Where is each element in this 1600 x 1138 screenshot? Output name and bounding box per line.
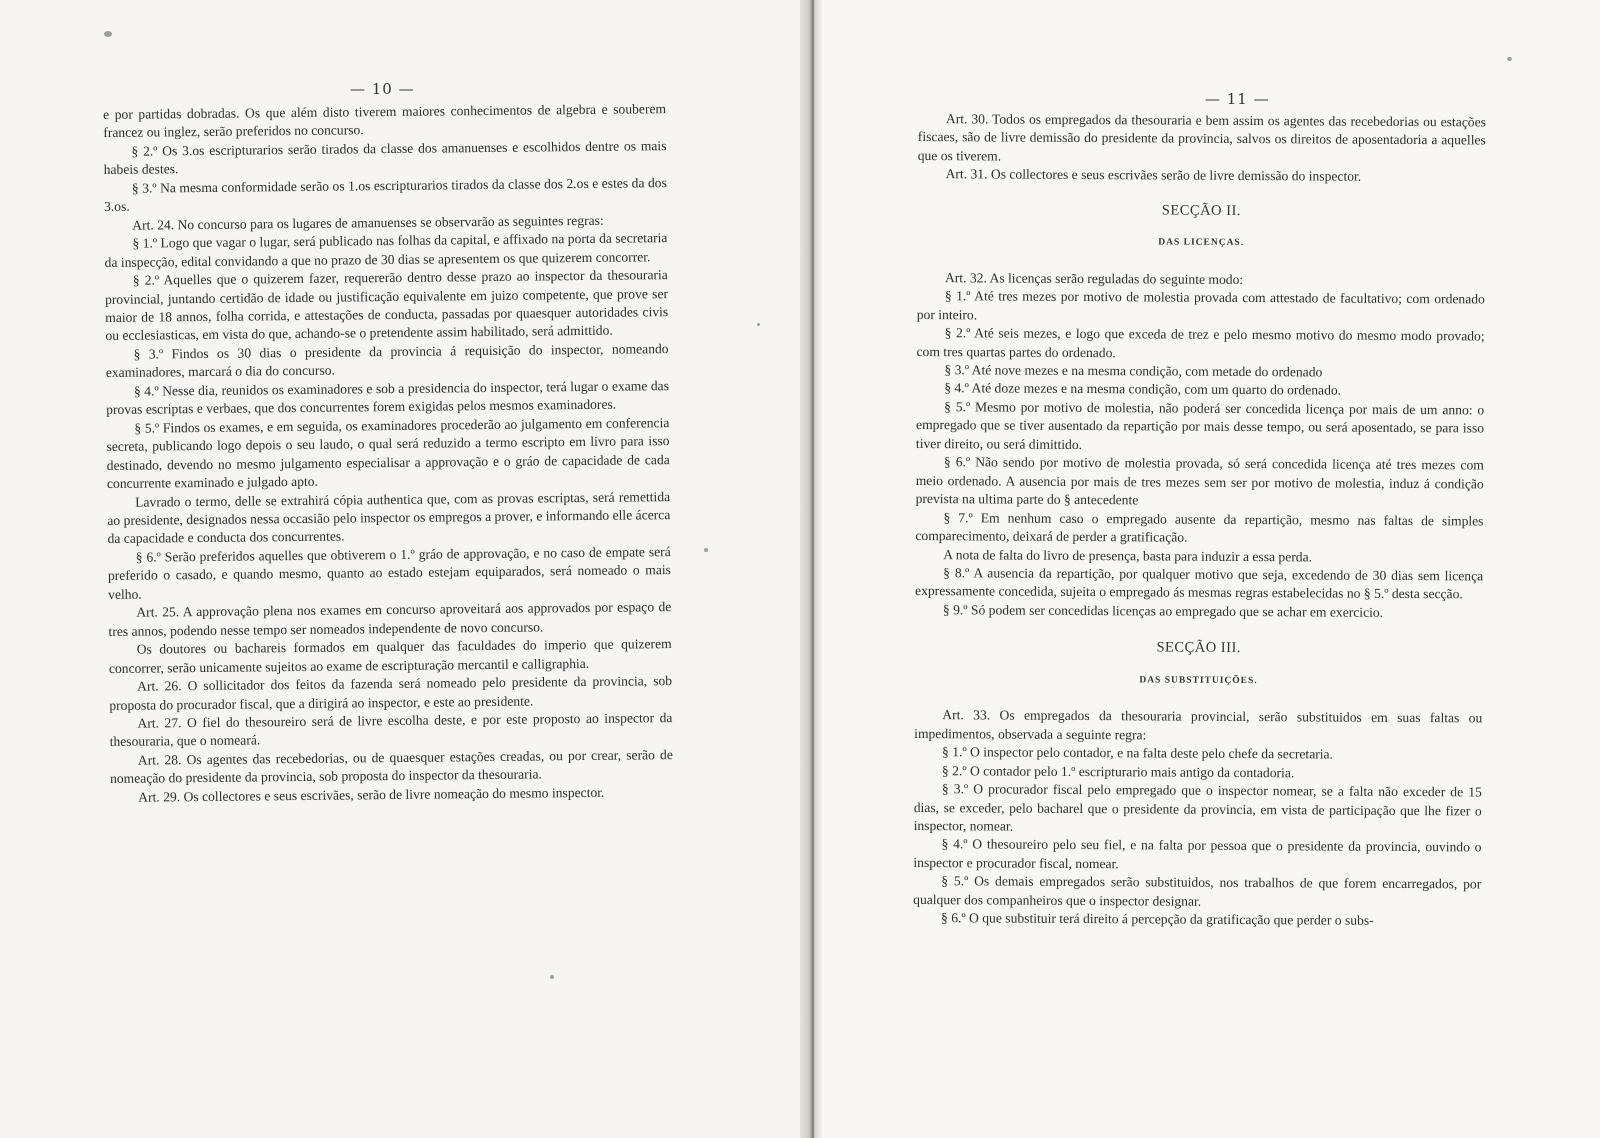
paragraph: Os doutores ou bachareis formados em qualquer das faculdades do imperio que quizerem concorrer, serão unicamente sujeitos ao exame de escripturação mercantil e calligraphia. [108, 636, 672, 676]
paragraph: § 2.º Aquelles que o quizerem fazer, requererão dentro desse prazo ao inspector da thesouraria provincial, juntando certidão de idade ou justificação equivalente em juizo competente, que prove ser maior de 18 annos, folha corrida, e attestações de conducta, passadas por quaesquer autoridades civis ou ecclesiasticas, em vista do que, achando-se o pretendente assim habilitado, será admittido. [104, 267, 669, 344]
section-3-body [913, 706, 1482, 931]
paragraph: § 7.º Em nenhum caso o empregado ausente da repartição, mesmo nas faltas de simples comparecimento, deixará de perder a gratificação. [915, 509, 1484, 545]
paragraph: Art. 26. O sollicitador dos feitos da fazenda será nomeado pelo presidente da provincia, sob proposta do procurador fiscal, que a dirigirá ao inspector, e este ao presidente. [109, 673, 673, 713]
page-number-right: — 11 — [1205, 90, 1270, 108]
gutter-shadow-line [812, 0, 814, 1138]
paragraph: § 3.º Na mesma conformidade serão os 1.os escripturarios tirados da classe dos 2.os e estes da dos 3.os. [103, 174, 667, 215]
paragraph: § 2.º Os 3.os escripturarios serão tirados da classe dos amanuenses e escolhidos dentre os mais habeis destes. [103, 138, 667, 178]
book-gutter [800, 0, 822, 1138]
paragraph: § 4.º O thesoureiro pelo seu fiel, e na falta por pessoa que o presidente da provincia, ouvindo o inspector e procurador fiscal, nomear. [913, 836, 1482, 872]
paragraph: § 6.º Serão preferidos aquelles que obtiverem o 1.º gráo de approvação, e no caso de empate será preferido o casado, e quando mesmo, quanto ao estado estejam equiparados, será nomeado o mais velho. [107, 543, 671, 602]
paragraph: § 1.º Logo que vagar o lugar, será publicado nas folhas da capital, e affixado na porta da secretaria da inspecção, edital convidando a que no prazo de 30 dias se apresentem os que quizerem concorrer. [104, 230, 668, 270]
paragraph: § 2.º Até seis mezes, e logo que exceda de trez e pelo mesmo motivo do mesmo modo provado; com tres quartas partes do ordenado. [916, 325, 1485, 360]
paragraph: § 6.º O que substituir terá direito á percepção da gratificação que perder o subs- [941, 910, 1374, 929]
paragraph: § 1.º Até tres mezes por motivo de molestia provada com attestado de facultativo; com ordenado por inteiro. [916, 288, 1485, 322]
paragraph: Art. 25. A approvação plena nos exames em concurso aproveitará aos approvados por espaço de tres annos, podendo nesse tempo ser nomeados independente de novo concurso. [108, 599, 672, 639]
paragraph: § 3.º Até nove mezes e na mesma condição, com metade do ordenado [944, 362, 1323, 380]
paragraph: Art. 30. Todos os empregados da thesouraria e bem assim os agentes das recebedorias ou estações fiscaes, são de livre demissão do presidente da provincia, salvos os direitos de aposentadoria a aquelles que os tiverem. [917, 111, 1486, 164]
paragraph: Art. 24. No concurso para os lugares de amanuenses se observarão as seguintes regras: [132, 212, 604, 233]
paragraph: Art. 27. O fiel do thesoureiro será de livre escolha deste, e por este proposto ao inspector da thesouraria, que o nomeará. [109, 710, 673, 750]
paragraph: A nota de falta do livro de presença, basta para induzir a essa perda. [943, 546, 1313, 564]
section-2-body [915, 269, 1485, 623]
paragraph: § 8.º A ausencia da repartição, por qualquer motivo que seja, excedendo de 30 dias sem licença expressamente concedida, sujeita o empregado ás mesmas regras estabelecidas no § 5.º desta secção. [915, 565, 1484, 602]
paragraph: Art. 33. Os empregados da thesouraria provincial, serão substituidos em suas faltas ou impedimentos, observada a seguinte regra: [914, 707, 1483, 743]
scan-speck [757, 323, 760, 326]
scan-speck [1507, 57, 1512, 61]
paragraph: § 2.º O contador pelo 1.º escripturario mais antigo da contadoria. [941, 762, 1295, 780]
paragraph: § 5.º Findos os exames, e em seguida, os examinadores procederão ao julgamento em conferencia secreta, publicando logo depois o seu laudo, o qual será reduzido a termo escripto em livro para isso destinado, devendo no mesmo julgamento especialisar a approvação e o gráo de capacidade de cada concurrente examinado e julgado apto. [106, 414, 670, 492]
paragraph: Art. 28. Os agentes das recebedorias, ou de quaesquer estações creadas, ou por crear, serão de nomeação do presidente da provincia, sob proposta do inspector da thesouraria. [109, 746, 673, 787]
paragraph: Art. 29. Os collectores e seus escrivães, serão de livre nomeação do mesmo inspector. [138, 784, 605, 805]
section-subheading-3: DAS SUBSTITUIÇÕES. [1139, 675, 1258, 686]
paragraph: § 4.º Até doze mezes e na mesma condição, com um quarto do ordenado. [944, 380, 1342, 399]
paragraph: § 5.º Os demais empregados serão substituidos, nos trabalhos de que forem encarregados, por qualquer dos companheiros que o inspector designar. [913, 873, 1482, 909]
left-page-text [103, 100, 673, 807]
paragraph: § 1.º O inspector pelo contador, e na falta deste pelo chefe da secretaria. [942, 744, 1334, 762]
section-heading-3: SECÇÃO III. [1156, 639, 1241, 657]
scan-speck [550, 975, 554, 979]
right-intro-articles [918, 110, 1486, 187]
paragraph: § 6.º Não sendo por motivo de molestia provada, só será concedida licença até tres mezes com meio ordenado. A ausencia por mais de tres mezes sem ser por motivo de molestia, induz á condição prevista na ultima parte do § antecedente [915, 454, 1484, 508]
paragraph: § 4.º Nesse dia, reunidos os examinadores e sob a presidencia do inspector, terá lugar o exame das provas escriptas e verbaes, que dos concurrentes forem exigidas pelos mesmos examinadores. [106, 377, 670, 418]
paragraph: Art. 31. Os collectores e seus escrivães serão de livre demissão do inspector. [945, 166, 1362, 185]
right-page-text [913, 110, 1486, 931]
paragraph: § 3.º Findos os 30 dias o presidente da provincia á requisição do inspector, nomeando examinadores, marcará o dia do concurso. [105, 340, 669, 381]
section-subheading-2: DAS LICENÇAS. [1158, 237, 1245, 249]
paragraph: § 5.º Mesmo por motivo de molestia, não poderá ser concedida licença por mais de um anno: o empregado que se tiver ausentado da repartição por mais desse tempo, ou será aposentado, se para isso tiver direito, ou será dimittido. [915, 399, 1485, 452]
paragraph: Art. 32. As licenças serão reguladas do seguinte modo: [944, 269, 1244, 287]
section-heading-2: SECÇÃO II. [1161, 202, 1242, 219]
page-number-left: — 10 — [350, 80, 415, 98]
paragraph: Lavrado o termo, delle se extrahirá cópia authentica que, com as provas escriptas, será remettida ao presidente, designados nessa occasião pelo inspector os empregos a prover, e informando elle ácerca da capacidade e conducta dos concurrentes. [107, 488, 671, 547]
scan-speck [704, 548, 708, 552]
scan-speck [104, 31, 112, 37]
paragraph: e por partidas dobradas. Os que além disto tiverem maiores conhecimentos de algebra e souberem francez ou inglez, serão preferidos no concurso. [103, 101, 667, 141]
paragraph: § 3.º O procurador fiscal pelo empregado que o inspector nomear, se a falta não exceder de 15 dias, se exceder, pelo bacharel que o presidente da provincia, em vista de participação que lhe fizer o inspector, nomear. [913, 781, 1482, 834]
paragraph: § 9.º Só podem ser concedidas licenças ao empregado que se achar em exercicio. [942, 602, 1384, 620]
